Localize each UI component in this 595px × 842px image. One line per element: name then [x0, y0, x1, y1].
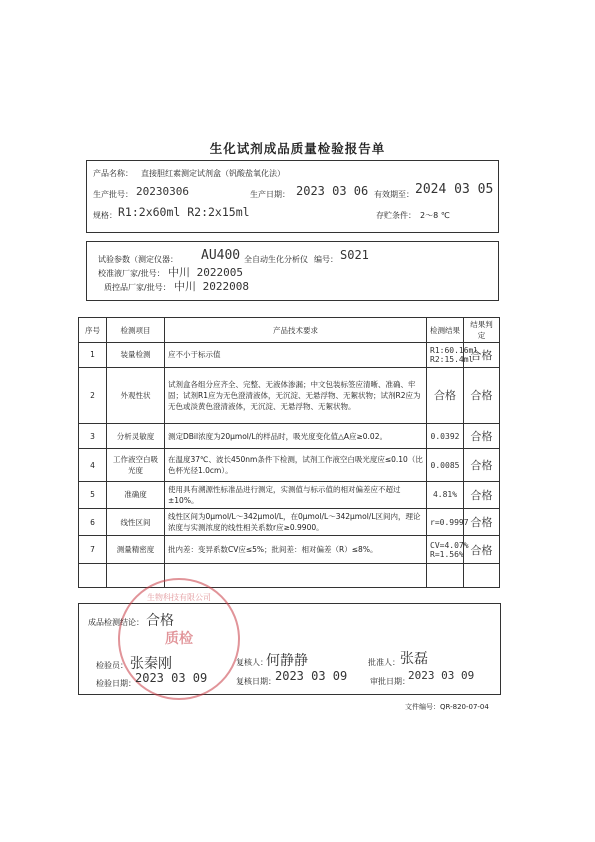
appr-date-label: 审批日期： — [370, 677, 410, 686]
insp-date-value: 2023 03 09 — [135, 671, 208, 685]
row-result: CV=4.07% R=1.56% — [427, 536, 464, 563]
table-row — [79, 509, 500, 536]
header-requirement: 产品技术要求 — [165, 318, 427, 343]
row-result: 4.81% — [427, 481, 464, 508]
row-result: 0.0085 — [427, 449, 464, 481]
file-number: 文件编号：QR-820-07-04 — [405, 703, 489, 711]
row-item: 线性区间 — [107, 509, 165, 536]
row-no: 5 — [79, 481, 107, 508]
row-verdict: 合格 — [464, 536, 500, 563]
inspector-signature: 张秦刚 — [130, 656, 172, 672]
row-no — [79, 563, 107, 587]
storage-value: 2～8 ℃ — [420, 211, 450, 220]
table-row — [79, 343, 500, 367]
spec-value: R1:2x60ml R2:2x15ml — [118, 205, 250, 219]
row-no: 2 — [79, 367, 107, 424]
stamp-text: 质检 — [165, 631, 193, 647]
row-verdict: 合格 — [464, 343, 500, 367]
table-row — [79, 367, 500, 424]
rev-date-value: 2023 03 09 — [275, 669, 348, 683]
inspection-table — [78, 317, 500, 588]
row-item: 准确度 — [107, 481, 165, 508]
header-item: 检测项目 — [107, 318, 165, 343]
approver-signature: 张磊 — [400, 651, 428, 667]
row-verdict: 合格 — [464, 449, 500, 481]
conclusion-value: 合格 — [146, 613, 174, 629]
stamp-ring-text: 生物科技有限公司 — [147, 593, 211, 602]
row-result: r=0.9997 — [427, 509, 464, 536]
row-result — [427, 563, 464, 587]
row-result: 合格 — [427, 367, 464, 424]
row-no: 3 — [79, 424, 107, 449]
prod-date-value: 2023 03 06 — [296, 184, 369, 198]
row-item: 装量检测 — [107, 343, 165, 367]
row-no: 4 — [79, 449, 107, 481]
qc-value: 中川 2022008 — [174, 280, 249, 293]
expiry-value: 2024 03 05 — [415, 182, 494, 197]
row-item: 工作液空白吸光度 — [107, 449, 165, 481]
product-name: 直接胆红素测定试剂盒（钒酸盐氧化法） — [141, 169, 285, 178]
table-header-row — [79, 318, 500, 343]
prod-date-label: 生产日期： — [250, 190, 290, 199]
row-item: 分析灵敏度 — [107, 424, 165, 449]
table-row — [79, 424, 500, 449]
expiry-label: 有效期至： — [374, 190, 414, 199]
table-row — [79, 536, 500, 563]
header-no: 序号 — [79, 318, 107, 343]
instrument-no-value: S021 — [340, 248, 369, 262]
row-requirement: 使用具有溯源性标准品进行测定，实测值与标示值的相对偏差应不超过±10%。 — [165, 481, 427, 508]
calibrator-label: 校准液厂家/批号： — [98, 269, 165, 278]
analyzer-text: 全自动生化分析仪 — [244, 255, 308, 264]
row-verdict: 合格 — [464, 424, 500, 449]
table-row — [79, 481, 500, 508]
row-verdict: 合格 — [464, 509, 500, 536]
approver-label: 批准人： — [368, 658, 400, 667]
row-requirement: 应不小于标示值 — [165, 343, 427, 367]
instrument-value: AU400 — [201, 248, 241, 263]
row-requirement: 线性区间为0μmol/L～342μmol/L，在0μmol/L～342μmol/L区间内，理论浓度与实测浓度的线性相关系数r应≥0.9900。 — [165, 509, 427, 536]
row-verdict: 合格 — [464, 367, 500, 424]
calibrator-value: 中川 2022005 — [168, 266, 243, 279]
appr-date-value: 2023 03 09 — [408, 669, 475, 682]
conclusion-label: 成品检测结论： — [88, 618, 144, 627]
storage-label: 存贮条件： — [376, 211, 416, 220]
qc-label: 质控品厂家/批号： — [104, 283, 171, 292]
page-title: 生化试剂成品质量检验报告单 — [209, 141, 386, 156]
row-no: 1 — [79, 343, 107, 367]
row-requirement: 在温度37℃、波长450nm条件下检测，试剂工作液空白吸光度应≤0.10（比色杯光径1.0cm）。 — [165, 449, 427, 481]
row-result: R1:60.16ml R2:15.4ml — [427, 343, 464, 367]
row-no: 6 — [79, 509, 107, 536]
product-name-label: 产品名称： — [93, 169, 133, 178]
table-row — [79, 449, 500, 481]
batch-value: 20230306 — [136, 185, 189, 198]
row-item: 测量精密度 — [107, 536, 165, 563]
header-result: 检测结果 — [427, 318, 464, 343]
row-requirement: 批内差：变异系数CV应≤5%；批间差：相对偏差（R）≤8%。 — [165, 536, 427, 563]
row-result: 0.0392 — [427, 424, 464, 449]
spec-label: 规格： — [93, 211, 117, 220]
reviewer-label: 复核人： — [236, 658, 268, 667]
instrument-no-label: 编号： — [314, 255, 338, 264]
row-requirement: 试剂盒各组分应齐全、完整、无液体渗漏；中文包装标签应清晰、准确、牢固；试剂R1应为无色澄清液体，无沉淀、无悬浮物、无絮状物；试剂R2应为无色或淡黄色澄清液体，无沉淀、无悬浮物、无絮状物。 — [165, 367, 427, 424]
row-requirement: 测定DBil浓度为20μmol/L的样品时，吸光度变化值△A应≥0.02。 — [165, 424, 427, 449]
reviewer-signature: 何静静 — [266, 653, 308, 669]
row-verdict: 合格 — [464, 481, 500, 508]
insp-date-label: 检验日期： — [96, 679, 136, 688]
header-verdict: 结果判定 — [464, 318, 500, 343]
row-item: 外观性状 — [107, 367, 165, 424]
row-no: 7 — [79, 536, 107, 563]
test-params-label: 试验参数（测定仪器： — [98, 255, 178, 264]
row-verdict — [464, 563, 500, 587]
batch-label: 生产批号： — [93, 190, 133, 199]
rev-date-label: 复核日期： — [236, 677, 276, 686]
inspector-label: 检验员： — [96, 661, 128, 670]
